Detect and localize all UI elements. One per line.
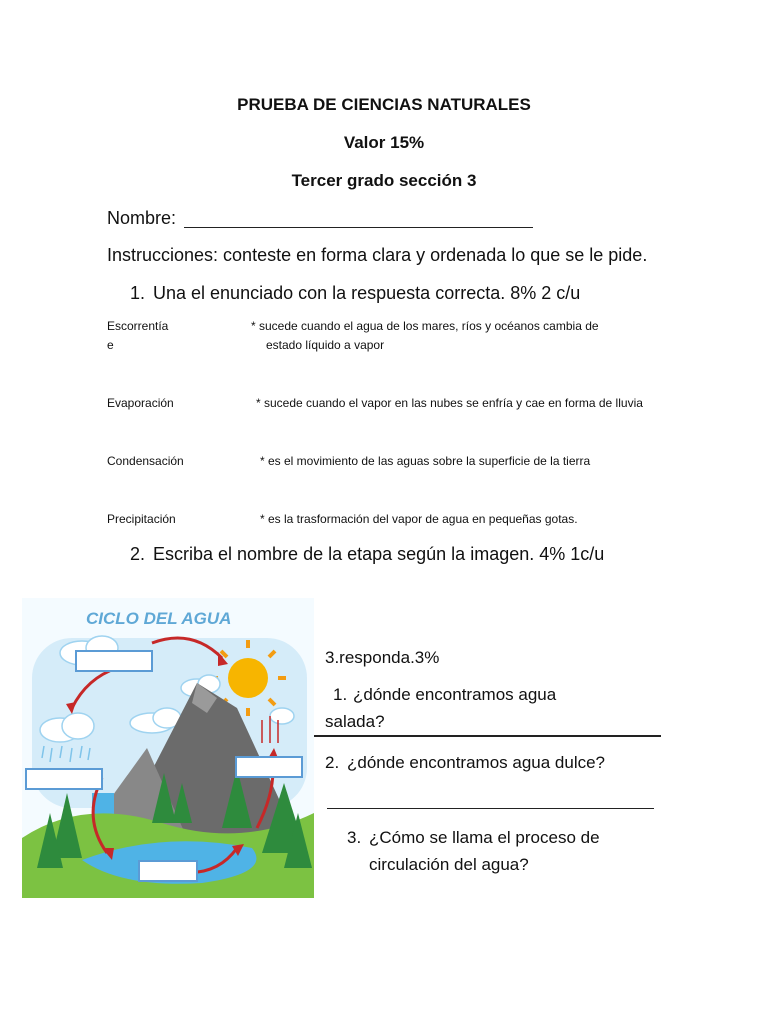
term-precipitacion: Precipitación — [107, 512, 176, 526]
definition-condensation: * es la trasformación del vapor de agua en pequeñas gotas. — [260, 512, 578, 526]
definition-runoff: * es el movimiento de las aguas sobre la superficie de la tierra — [260, 454, 591, 468]
term-evaporacion: Evaporación — [107, 396, 174, 410]
q3-item3-number: 3. — [347, 828, 362, 847]
answer-box-condensation[interactable] — [75, 650, 153, 672]
term-escorrentia: Escorrentía — [107, 319, 169, 333]
q3-item1-answer-line[interactable] — [314, 735, 661, 737]
q3-item2-number: 2. — [325, 753, 340, 772]
term-condensacion: Condensación — [107, 454, 184, 468]
q3-heading: 3.responda.3% — [325, 648, 440, 667]
q2-number: 2. — [130, 544, 146, 564]
page-title: PRUEBA DE CIENCIAS NATURALES — [237, 95, 531, 114]
water-cycle-diagram — [22, 598, 314, 898]
q3-item2-text: ¿dónde encontramos agua dulce? — [347, 753, 606, 772]
answer-box-runoff[interactable] — [138, 860, 198, 882]
q3-item3-line2: circulación del agua? — [369, 855, 529, 874]
answer-box-evaporation[interactable] — [235, 756, 303, 778]
definition-evaporation: * sucede cuando el agua de los mares, ríos y océanos cambia de — [251, 319, 599, 333]
exam-value: Valor 15% — [343, 133, 425, 152]
diagram-title: CICLO DEL AGUA — [86, 609, 232, 628]
q3-item1-line2: salada? — [325, 712, 385, 731]
name-label: Nombre: — [107, 208, 177, 228]
definition-precipitation: * sucede cuando el vapor en las nubes se enfría y cae en forma de lluvia — [256, 396, 643, 410]
q3-item1-line1: ¿dónde encontramos agua — [353, 685, 557, 704]
answer-box-precipitation[interactable] — [25, 768, 103, 790]
q3-item1-number: 1. — [333, 685, 348, 704]
q1-number: 1. — [130, 283, 146, 303]
q3-item2-answer-line[interactable] — [327, 808, 654, 809]
term-escorrentia-wrap: e — [107, 338, 114, 352]
q1-text: Una el enunciado con la respuesta correcta. 8% 2 c/u — [153, 283, 581, 303]
q3-item3-line1: ¿Cómo se llama el proceso de — [369, 828, 600, 847]
q2-text: Escriba el nombre de la etapa según la imagen. 4% 1c/u — [153, 544, 605, 564]
grade-section: Tercer grado sección 3 — [291, 171, 477, 190]
instructions: Instrucciones: conteste en forma clara y ordenada lo que se le pide. — [107, 245, 648, 265]
definition-evaporation-wrap: estado líquido a vapor — [266, 338, 385, 352]
name-answer-line[interactable] — [184, 227, 533, 228]
